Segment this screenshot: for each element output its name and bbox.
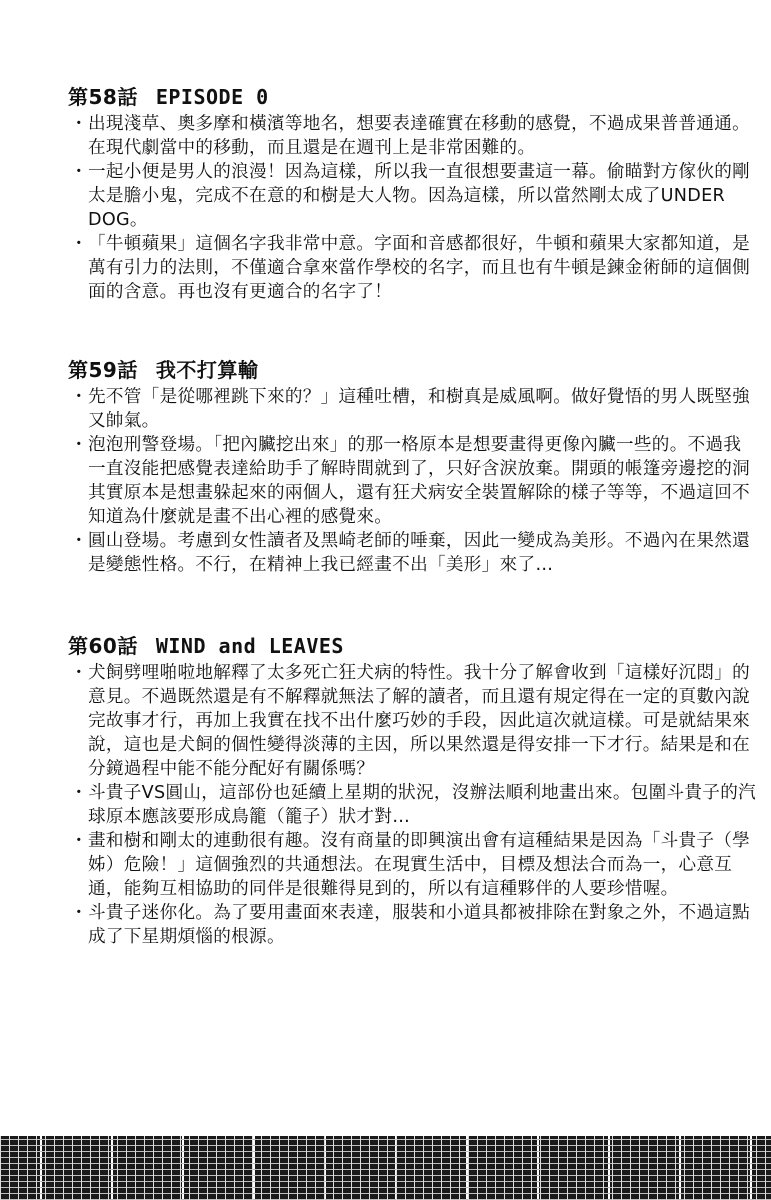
section-episode-58 xyxy=(68,84,758,304)
decorative-pattern-strip xyxy=(0,1136,771,1200)
note-item xyxy=(68,160,758,232)
episode-title: 我不打算輸 xyxy=(155,358,259,382)
bullet: ・ xyxy=(70,114,88,134)
note-item xyxy=(68,112,758,160)
episode-title: EPISODE 0 xyxy=(155,85,269,109)
note-item xyxy=(68,781,758,829)
section-heading xyxy=(68,84,758,110)
note-item xyxy=(68,529,758,577)
note-text: 「牛頓蘋果」這個名字我非常中意。字面和音感都很好，牛頓和蘋果大家都知道，是萬有引力的法則，不僅適合拿來當作學校的名字，而且也有牛頓是鍊金術師的這個側面的含意。再也沒有更適合的名字了！ xyxy=(88,234,751,302)
episode-number: 第60話 xyxy=(68,634,138,658)
note-item xyxy=(68,661,758,781)
bullet: ・ xyxy=(70,663,88,683)
note-list xyxy=(68,661,758,949)
note-text: 斗貴子迷你化。為了要用畫面來表達，服裝和小道具都被排除在對象之外，不過這點成了下星期煩惱的根源。 xyxy=(88,903,751,947)
note-item xyxy=(68,901,758,949)
note-item xyxy=(68,232,758,304)
bullet: ・ xyxy=(70,435,88,455)
bullet: ・ xyxy=(70,531,88,551)
bullet: ・ xyxy=(70,234,88,254)
note-text: 畫和樹和剛太的連動很有趣。沒有商量的即興演出會有這種結果是因為「斗貴子（學姊）危險！」這個強烈的共通想法。在現實生活中，目標及想法合而為一，心意互通，能夠互相協助的同伴是很難得見到的，所以有這種夥伴的人要珍惜喔。 xyxy=(88,831,751,899)
section-heading xyxy=(68,633,758,659)
note-text: 一起小便是男人的浪漫！因為這樣，所以我一直很想要畫這一幕。偷瞄對方傢伙的剛太是膽小鬼，完成不在意的和樹是大人物。因為這樣，所以當然剛太成了UNDER DOG。 xyxy=(88,162,751,230)
note-item xyxy=(68,385,758,433)
section-episode-59 xyxy=(68,357,758,577)
episode-number: 第59話 xyxy=(68,358,138,382)
note-list xyxy=(68,112,758,304)
note-item xyxy=(68,829,758,901)
note-text: 出現淺草、奧多摩和橫濱等地名，想要表達確實在移動的感覺，不過成果普普通通。在現代劇當中的移動，而且還是在週刊上是非常困難的。 xyxy=(88,114,751,158)
note-item xyxy=(68,433,758,529)
note-text: 圓山登場。考慮到女性讀者及黑崎老師的唾棄，因此一變成為美形。不過內在果然還是變態性格。不行，在精神上我已經畫不出「美形」來了… xyxy=(88,531,751,575)
episode-title: WIND and LEAVES xyxy=(155,634,344,658)
section-episode-60 xyxy=(68,633,758,949)
bullet: ・ xyxy=(70,903,88,923)
bullet: ・ xyxy=(70,387,88,407)
bullet: ・ xyxy=(70,783,88,803)
note-text: 先不管「是從哪裡跳下來的？」這種吐槽，和樹真是威風啊。做好覺悟的男人既堅強又帥氣。 xyxy=(88,387,751,431)
bullet: ・ xyxy=(70,162,88,182)
section-heading xyxy=(68,357,758,383)
note-text: 斗貴子VS圓山，這部份也延續上星期的狀況，沒辦法順利地畫出來。包圍斗貴子的汽球原本應該要形成鳥籠（籠子）狀才對… xyxy=(88,783,756,827)
episode-number: 第58話 xyxy=(68,85,138,109)
bullet: ・ xyxy=(70,831,88,851)
note-text: 犬飼劈哩啪啦地解釋了太多死亡狂犬病的特性。我十分了解會收到「這樣好沉悶」的意見。不過既然還是有不解釋就無法了解的讀者，而且還有規定得在一定的頁數內說完故事才行，再加上我實在找不出什麼巧妙的手段，因此這次就這樣。可是就結果來說，這也是犬飼的個性變得淡薄的主因，所以果然還是得安排一下才行。結果是和在分鏡過程中能不能分配好有關係嗎？ xyxy=(88,663,751,779)
note-list xyxy=(68,385,758,577)
note-text: 泡泡刑警登場。「把內臟挖出來」的那一格原本是想要畫得更像內臟一些的。不過我一直沒能把感覺表達給助手了解時間就到了，只好含淚放棄。開頭的帳篷旁邊挖的洞其實原本是想畫躲起來的兩個人，還有狂犬病安全裝置解除的樣子等等，不過這回不知道為什麼就是畫不出心裡的感覺來。 xyxy=(88,435,751,527)
